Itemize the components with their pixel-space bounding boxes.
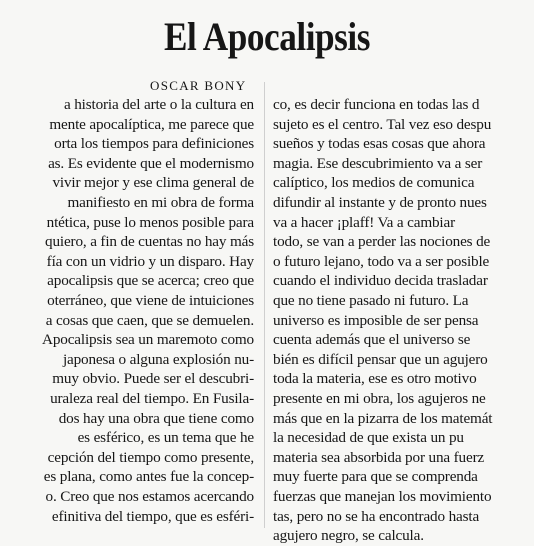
text-line: agujero negro, se calcula. [273, 527, 424, 545]
text-line: manifiesto en mi obra de forma [67, 194, 254, 211]
text-line: muy obvio. Puede ser el descubri- [52, 370, 254, 388]
text-line: toda la materia, ese es otro motivo [273, 370, 477, 388]
text-line: materia sea absorbida por una fuerz [273, 448, 485, 466]
text-line: mente apocalíptica, me parece que [49, 115, 254, 133]
text-line: ntética, puse lo menos posible para [46, 213, 254, 231]
text-line: oterráneo, que viene de intuiciones [47, 292, 254, 309]
text-line: es esférico, es un tema que he [77, 429, 254, 447]
text-line: sueños y todas esas cosas que ahora [273, 135, 486, 153]
text-line: fuerzas que manejan los movimiento [273, 488, 492, 505]
text-line: difundir al instante y de pronto nues [273, 194, 487, 211]
text-line: vivir mejor y ese clima general de [52, 174, 254, 192]
text-line: más que en la pizarra de los matemát [273, 409, 493, 427]
column-divider [264, 82, 265, 528]
text-line: todo, se van a perder las nociones de [273, 233, 491, 251]
article-column-right [273, 94, 534, 545]
text-line: a historia del arte o la cultura en [64, 96, 254, 113]
text-line: o. Creo que nos estamos acercando [45, 488, 254, 505]
text-line: orta los tiempos para definiciones [54, 135, 254, 153]
text-line: dos hay una obra que tiene como [58, 409, 254, 427]
text-line: o futuro lejano, todo va a ser posible [273, 252, 490, 270]
text-line: fía con un vidrio y un disparo. Hay [46, 252, 254, 270]
text-line: cepción del tiempo como presente, [47, 448, 254, 466]
article-title: El Apocalipsis [163, 14, 371, 59]
text-line: japonesa o alguna explosión nu- [62, 350, 254, 368]
article-column-left [0, 94, 258, 528]
text-line: universo es imposible de ser pensa [273, 311, 479, 329]
text-line: quiero, a fin de cuentas no hay más [45, 233, 254, 251]
text-line: sujeto es el centro. Tal vez eso despu [273, 115, 492, 133]
text-line: la necesidad de que exista un pu [273, 429, 464, 447]
text-line: va a hacer ¡plaff! Va a cambiar [273, 213, 455, 231]
text-line: cuando el individuo decida trasladar [273, 272, 488, 290]
article-author: OSCAR BONY [150, 78, 247, 93]
text-line: calíptico, los medios de comunica [273, 174, 475, 192]
text-line: a cosas que caen, que se demuelen. [45, 311, 254, 329]
text-line: muy fuerte para que se comprenda [273, 468, 478, 486]
text-line: tas, pero no se ha encontrado hasta [273, 507, 480, 525]
text-line: presente en mi obra, los agujeros ne [273, 390, 486, 407]
text-line: uraleza real del tiempo. En Fusila- [50, 390, 254, 407]
text-line: as. Es evidente que el modernismo [48, 154, 254, 172]
text-line: bién es difícil pensar que un agujero [273, 350, 488, 368]
text-line: magia. Ese descubrimiento va a ser [273, 154, 483, 172]
text-line: Apocalipsis sea un maremoto como [42, 331, 254, 349]
text-line: que no tiene pasado ni futuro. La [273, 292, 469, 309]
text-line: co, es decir funciona en todas las d [273, 96, 480, 113]
text-line: es plana, como antes fue la concep- [43, 468, 254, 486]
text-line: cuenta además que el universo se [273, 331, 471, 349]
text-line: apocalipsis que se acerca; creo que [47, 272, 254, 290]
text-line: efinitiva del tiempo, que es esféri- [51, 507, 254, 525]
